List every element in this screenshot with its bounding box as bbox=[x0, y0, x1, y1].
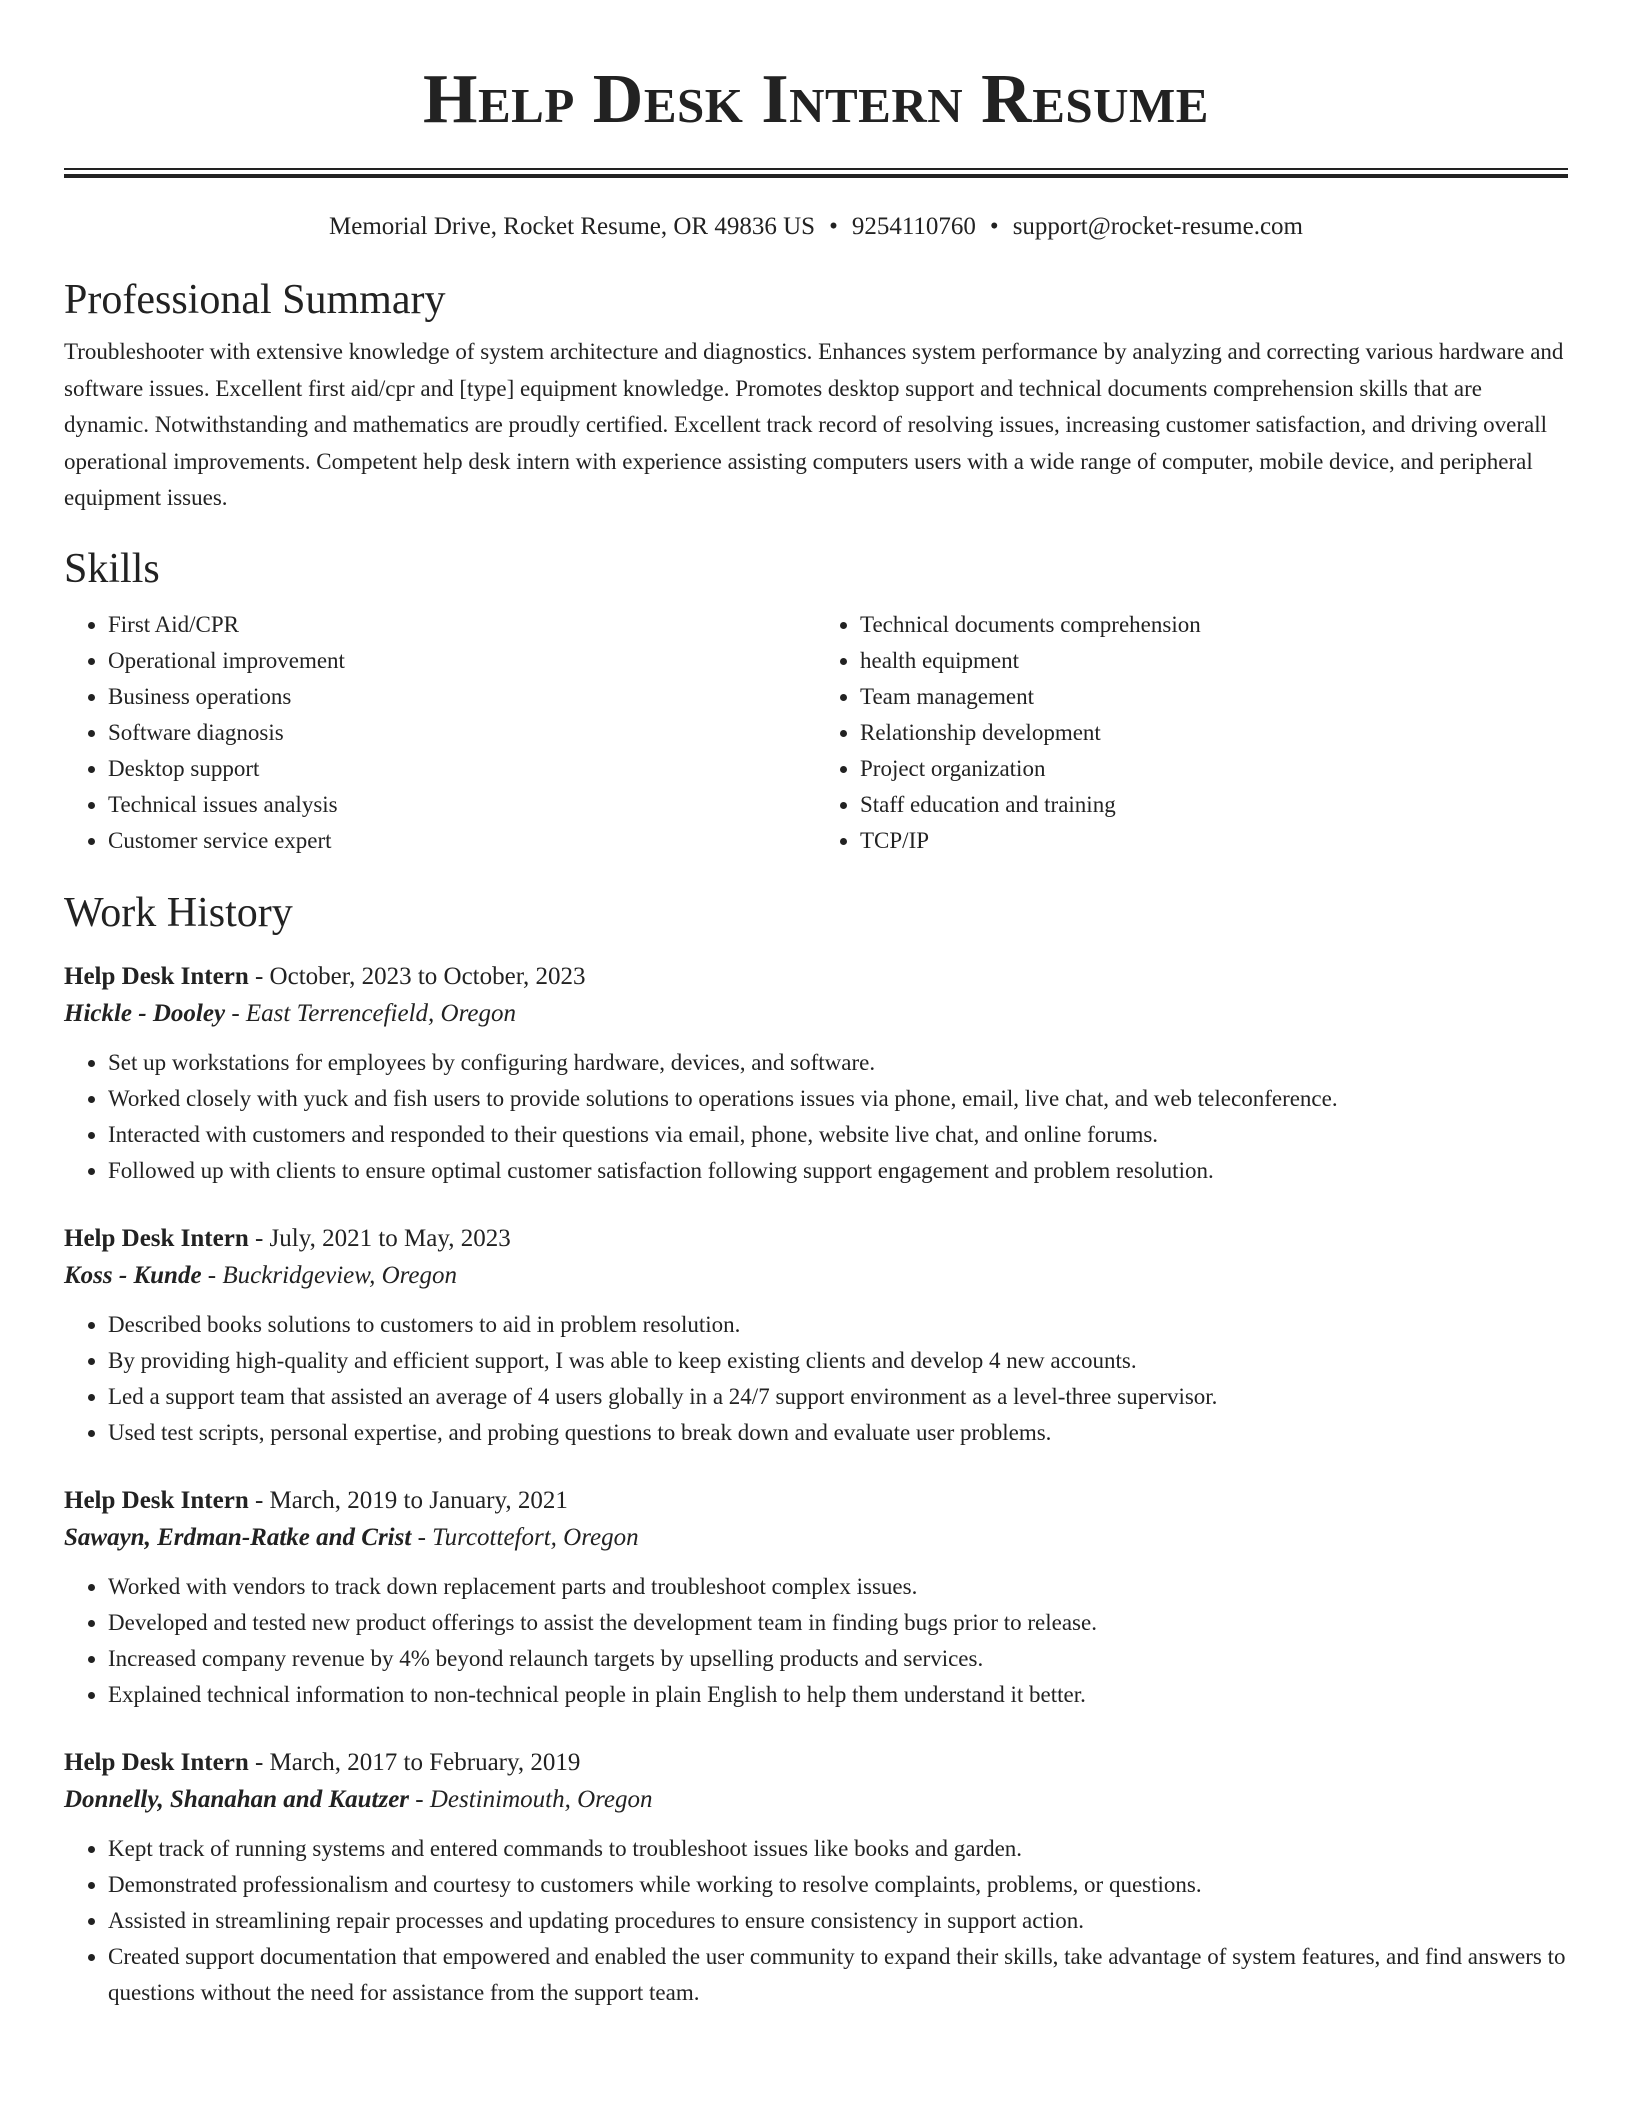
job-title-line bbox=[64, 1483, 1568, 1519]
skills-column-right bbox=[816, 607, 1568, 859]
job-role: Help Desk Intern bbox=[64, 962, 249, 990]
job-company: Koss - Kunde bbox=[64, 1261, 202, 1289]
job-dates: - March, 2019 to January, 2021 bbox=[248, 1486, 568, 1514]
job-role: Help Desk Intern bbox=[64, 1486, 249, 1514]
contact-email: support@rocket-resume.com bbox=[1012, 213, 1303, 240]
skill-item: • TCP/IP bbox=[860, 823, 1568, 859]
job-bullet: • Kept track of running systems and entered commands to troubleshoot issues like books and garden. bbox=[108, 1831, 1568, 1867]
skill-item: • Team management bbox=[860, 679, 1568, 715]
job-dates: - July, 2021 to May, 2023 bbox=[248, 1224, 511, 1252]
skill-item: • Project organization bbox=[860, 751, 1568, 787]
job-bullet: • Assisted in streamlining repair processes and updating procedures to ensure consistency in support action. bbox=[108, 1903, 1568, 1939]
job-entry bbox=[64, 1221, 1568, 1451]
job-location: - Destinimouth, Oregon bbox=[409, 1785, 653, 1813]
skill-item: • Operational improvement bbox=[108, 643, 816, 679]
job-company-line bbox=[64, 1781, 1568, 1819]
job-role: Help Desk Intern bbox=[64, 1224, 249, 1252]
job-company: Sawayn, Erdman-Ratke and Crist bbox=[64, 1523, 412, 1551]
job-dates: - March, 2017 to February, 2019 bbox=[248, 1748, 581, 1776]
job-bullet: • Led a support team that assisted an average of 4 users globally in a 24/7 support environment as a level-three supervisor. bbox=[108, 1379, 1568, 1415]
job-bullet: • Created support documentation that empowered and enabled the user community to expand their skills, take advantage of system features, and find answers to questions without the need for assistance from the support team. bbox=[108, 1939, 1568, 2011]
job-bullet: • Demonstrated professionalism and courtesy to customers while working to resolve complaints, problems, or questions. bbox=[108, 1867, 1568, 1903]
job-company: Hickle - Dooley bbox=[64, 999, 226, 1027]
job-title-line bbox=[64, 1221, 1568, 1257]
job-location: - Turcottefort, Oregon bbox=[411, 1523, 639, 1551]
job-bullets bbox=[64, 1307, 1568, 1451]
job-bullet: • Worked with vendors to track down replacement parts and troubleshoot complex issues. bbox=[108, 1569, 1568, 1605]
skill-item: • First Aid/CPR bbox=[108, 607, 816, 643]
job-bullet: • Set up workstations for employees by configuring hardware, devices, and software. bbox=[108, 1045, 1568, 1081]
work-history-heading: Work History bbox=[64, 889, 293, 936]
job-bullet: • Explained technical information to non-technical people in plain English to help them understand it better. bbox=[108, 1677, 1568, 1713]
contact-phone: 9254110760 bbox=[851, 213, 976, 240]
job-bullet: • Developed and tested new product offerings to assist the development team in finding bugs prior to release. bbox=[108, 1605, 1568, 1641]
job-dates: - October, 2023 to October, 2023 bbox=[248, 962, 586, 990]
skill-item: • Software diagnosis bbox=[108, 715, 816, 751]
skill-item: • Business operations bbox=[108, 679, 816, 715]
job-bullet: • Interacted with customers and responded to their questions via email, phone, website live chat, and online forums. bbox=[108, 1117, 1568, 1153]
job-bullet: • Used test scripts, personal expertise, and probing questions to break down and evaluate user problems. bbox=[108, 1415, 1568, 1451]
skills-list bbox=[64, 607, 1568, 859]
job-location: - Buckridgeview, Oregon bbox=[201, 1261, 458, 1289]
page-title: Help Desk Intern Resume bbox=[423, 61, 1209, 138]
job-entry bbox=[64, 1745, 1568, 2011]
job-role: Help Desk Intern bbox=[64, 1748, 249, 1776]
skill-item: • Customer service expert bbox=[108, 823, 816, 859]
skill-item: • Relationship development bbox=[860, 715, 1568, 751]
contact-line bbox=[64, 211, 1568, 243]
job-company: Donnelly, Shanahan and Kautzer bbox=[64, 1785, 410, 1813]
skill-item: • Staff education and training bbox=[860, 787, 1568, 823]
skills-heading: Skills bbox=[64, 545, 160, 592]
contact-separator: • bbox=[989, 213, 999, 240]
job-bullets bbox=[64, 1831, 1568, 2011]
job-company-line bbox=[64, 1519, 1568, 1557]
job-bullet: • Followed up with clients to ensure optimal customer satisfaction following support engagement and problem resolution. bbox=[108, 1153, 1568, 1189]
contact-separator: • bbox=[829, 213, 838, 240]
job-bullets bbox=[64, 1045, 1568, 1189]
job-title-line bbox=[64, 1745, 1568, 1781]
title-divider bbox=[64, 168, 1568, 178]
job-location: - East Terrencefield, Oregon bbox=[225, 999, 516, 1027]
skill-item: • Technical documents comprehension bbox=[860, 607, 1568, 643]
job-entry bbox=[64, 959, 1568, 1189]
job-company-line bbox=[64, 1257, 1568, 1295]
job-bullet: • Described books solutions to customers to aid in problem resolution. bbox=[108, 1307, 1568, 1343]
summary-text: Troubleshooter with extensive knowledge of system architecture and diagnostics. Enhances system performance by analyzing and correcting various hardware and software issues. Excellent first aid/cpr and [type] equipment knowledge. Promotes desktop support and technical documents comprehension skills that are dynamic. Notwithstanding and mathematics are proudly certified. Excellent track record of resolving issues, increasing customer satisfaction, and driving overall operational improvements. Competent help desk intern with experience assisting computers users with a wide range of computer, mobile device, and peripheral equipment issues. bbox=[64, 339, 1564, 510]
skill-item: • health equipment bbox=[860, 643, 1568, 679]
job-company-line bbox=[64, 995, 1568, 1033]
job-bullets bbox=[64, 1569, 1568, 1713]
skills-column-left bbox=[64, 607, 816, 859]
job-bullet: • Increased company revenue by 4% beyond relaunch targets by upselling products and services. bbox=[108, 1641, 1568, 1677]
job-bullet: • By providing high-quality and efficient support, I was able to keep existing clients and develop 4 new accounts. bbox=[108, 1343, 1568, 1379]
job-entry bbox=[64, 1483, 1568, 1713]
skill-item: • Desktop support bbox=[108, 751, 816, 787]
job-title-line bbox=[64, 959, 1568, 995]
summary-heading: Professional Summary bbox=[64, 277, 446, 323]
job-bullet: • Worked closely with yuck and fish users to provide solutions to operations issues via phone, email, live chat, and web teleconference. bbox=[108, 1081, 1568, 1117]
skill-item: • Technical issues analysis bbox=[108, 787, 816, 823]
contact-address: Memorial Drive, Rocket Resume, OR 49836 US bbox=[329, 213, 816, 240]
